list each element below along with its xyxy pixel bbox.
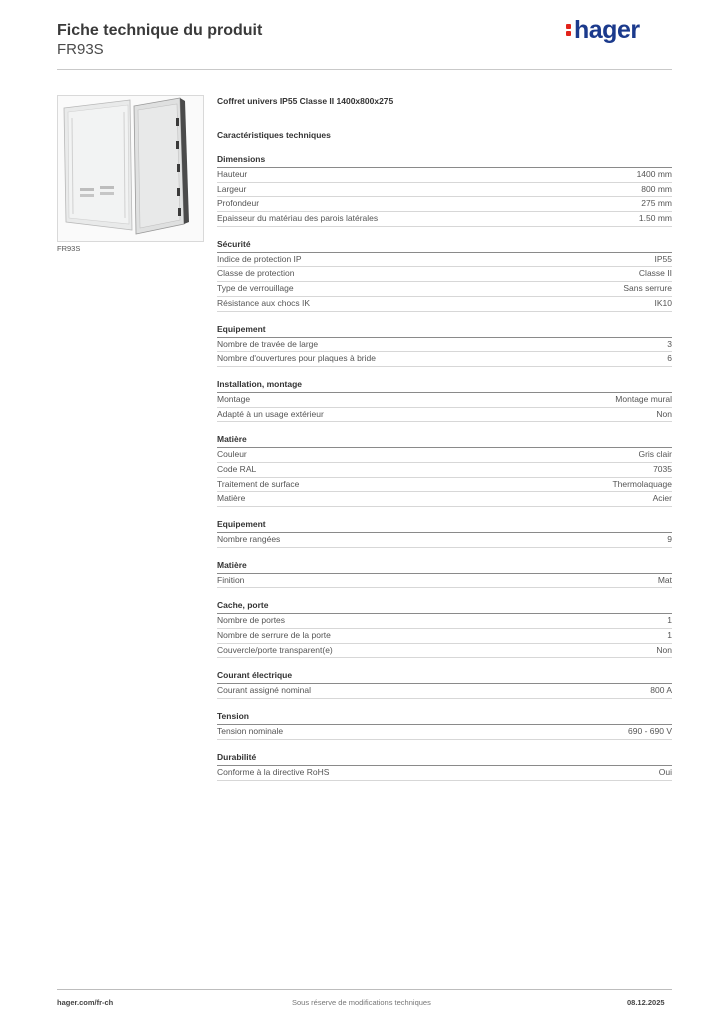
spec-row	[217, 574, 672, 589]
enclosure-illustration	[58, 96, 203, 241]
spec-content	[217, 96, 672, 781]
spec-value: 1	[667, 615, 672, 626]
logo-text: hager	[574, 16, 640, 44]
section-title: Cache, porte	[217, 600, 672, 614]
section-title: Sécurité	[217, 239, 672, 253]
spec-value: 1.50 mm	[638, 213, 672, 224]
spec-label: Code RAL	[217, 463, 257, 474]
spec-label: Nombre de serrure de la porte	[217, 630, 331, 641]
section-title: Tension	[217, 711, 672, 725]
spec-section	[217, 434, 672, 507]
spec-section	[217, 239, 672, 312]
spec-label: Largeur	[217, 183, 247, 194]
section-title: Installation, montage	[217, 379, 672, 393]
spec-row	[217, 463, 672, 478]
spec-row	[217, 338, 672, 353]
spec-row	[217, 253, 672, 268]
spec-section	[217, 752, 672, 781]
spec-section	[217, 670, 672, 699]
spec-value: 690 - 690 V	[628, 726, 672, 737]
footer-disclaimer: Sous réserve de modifications techniques	[292, 998, 431, 1007]
spec-value: 7035	[653, 463, 672, 474]
spec-value: Gris clair	[638, 449, 672, 460]
spec-section	[217, 154, 672, 227]
spec-section	[217, 379, 672, 422]
spec-label: Résistance aux chocs IK	[217, 297, 311, 308]
spec-value: 800 A	[650, 685, 672, 696]
spec-section	[217, 560, 672, 589]
spec-row	[217, 644, 672, 659]
image-caption: FR93S	[57, 244, 81, 253]
spec-row	[217, 297, 672, 312]
spec-label: Nombre rangées	[217, 534, 281, 544]
product-title: Coffret univers IP55 Classe II 1400x800x275	[217, 96, 394, 106]
spec-value: Sans serrure	[623, 283, 672, 294]
spec-value: Montage mural	[615, 393, 672, 404]
spec-label: Nombre de portes	[217, 615, 286, 626]
spec-section	[217, 519, 672, 548]
spec-label: Tension nominale	[217, 726, 284, 737]
spec-row	[217, 725, 672, 740]
section-title: Matière	[217, 434, 672, 448]
spec-value: Thermolaquage	[612, 478, 672, 489]
section-title: Equipement	[217, 519, 672, 533]
spec-row	[217, 448, 672, 463]
spec-row	[217, 393, 672, 408]
spec-row	[217, 533, 672, 548]
document-title: Fiche technique du produit	[57, 22, 263, 39]
section-title: Matière	[217, 560, 672, 574]
logo-dots-icon	[566, 23, 572, 37]
spec-row	[217, 478, 672, 493]
spec-label: Profondeur	[217, 198, 260, 209]
spec-row	[217, 212, 672, 227]
spec-row	[217, 183, 672, 198]
spec-label: Nombre d'ouvertures pour plaques à bride	[217, 353, 376, 364]
spec-label: Type de verrouillage	[217, 283, 294, 294]
footer-website: hager.com/fr-ch	[57, 998, 114, 1007]
spec-value: Oui	[658, 766, 672, 777]
section-title: Dimensions	[217, 154, 672, 168]
spec-label: Classe de protection	[217, 268, 295, 279]
spec-label: Adapté à un usage extérieur	[217, 408, 324, 419]
product-image	[57, 95, 204, 242]
spec-label: Epaisseur du matériau des parois latérales	[217, 213, 379, 224]
spec-value: 800 mm	[641, 183, 672, 194]
spec-value: Classe II	[638, 268, 672, 279]
spec-value: 3	[667, 338, 672, 349]
spec-value: 6	[667, 353, 672, 364]
spec-section	[217, 324, 672, 367]
spec-row	[217, 766, 672, 781]
spec-label: Montage	[217, 393, 251, 404]
spec-label: Traitement de surface	[217, 478, 300, 489]
spec-value: 9	[667, 534, 672, 544]
section-title: Courant électrique	[217, 670, 672, 684]
spec-row	[217, 352, 672, 367]
spec-label: Courant assigné nominal	[217, 685, 312, 696]
footer-divider	[57, 989, 672, 990]
specs-heading: Caractéristiques techniques	[217, 130, 331, 140]
spec-row	[217, 197, 672, 212]
spec-value: IP55	[654, 253, 672, 264]
spec-row	[217, 168, 672, 183]
spec-section	[217, 600, 672, 658]
spec-label: Couleur	[217, 449, 247, 460]
spec-value: IK10	[654, 297, 672, 308]
spec-value: Non	[656, 408, 672, 419]
spec-value: Acier	[652, 493, 672, 504]
spec-label: Hauteur	[217, 169, 248, 179]
spec-value: Mat	[657, 574, 672, 585]
spec-row	[217, 267, 672, 282]
spec-value: 1	[667, 630, 672, 641]
spec-label: Couvercle/porte transparent(e)	[217, 644, 333, 655]
spec-label: Matière	[217, 493, 246, 504]
spec-row	[217, 408, 672, 423]
header-divider	[57, 69, 672, 70]
spec-label: Finition	[217, 574, 245, 585]
section-title: Durabilité	[217, 752, 672, 766]
spec-row	[217, 492, 672, 507]
hager-logo	[566, 16, 640, 45]
spec-row	[217, 614, 672, 629]
spec-value: 275 mm	[641, 198, 672, 209]
document-header	[57, 22, 262, 59]
spec-value: Non	[656, 644, 672, 655]
spec-sections	[217, 154, 672, 781]
spec-label: Indice de protection IP	[217, 253, 302, 264]
spec-row	[217, 282, 672, 297]
footer-date: 08.12.2025	[627, 998, 665, 1007]
spec-label: Nombre de travée de large	[217, 338, 319, 349]
product-reference: FR93S	[57, 41, 104, 58]
spec-label: Conforme à la directive RoHS	[217, 766, 330, 777]
spec-section	[217, 711, 672, 740]
spec-row	[217, 684, 672, 699]
spec-row	[217, 629, 672, 644]
spec-value: 1400 mm	[636, 169, 672, 179]
section-title: Equipement	[217, 324, 672, 338]
